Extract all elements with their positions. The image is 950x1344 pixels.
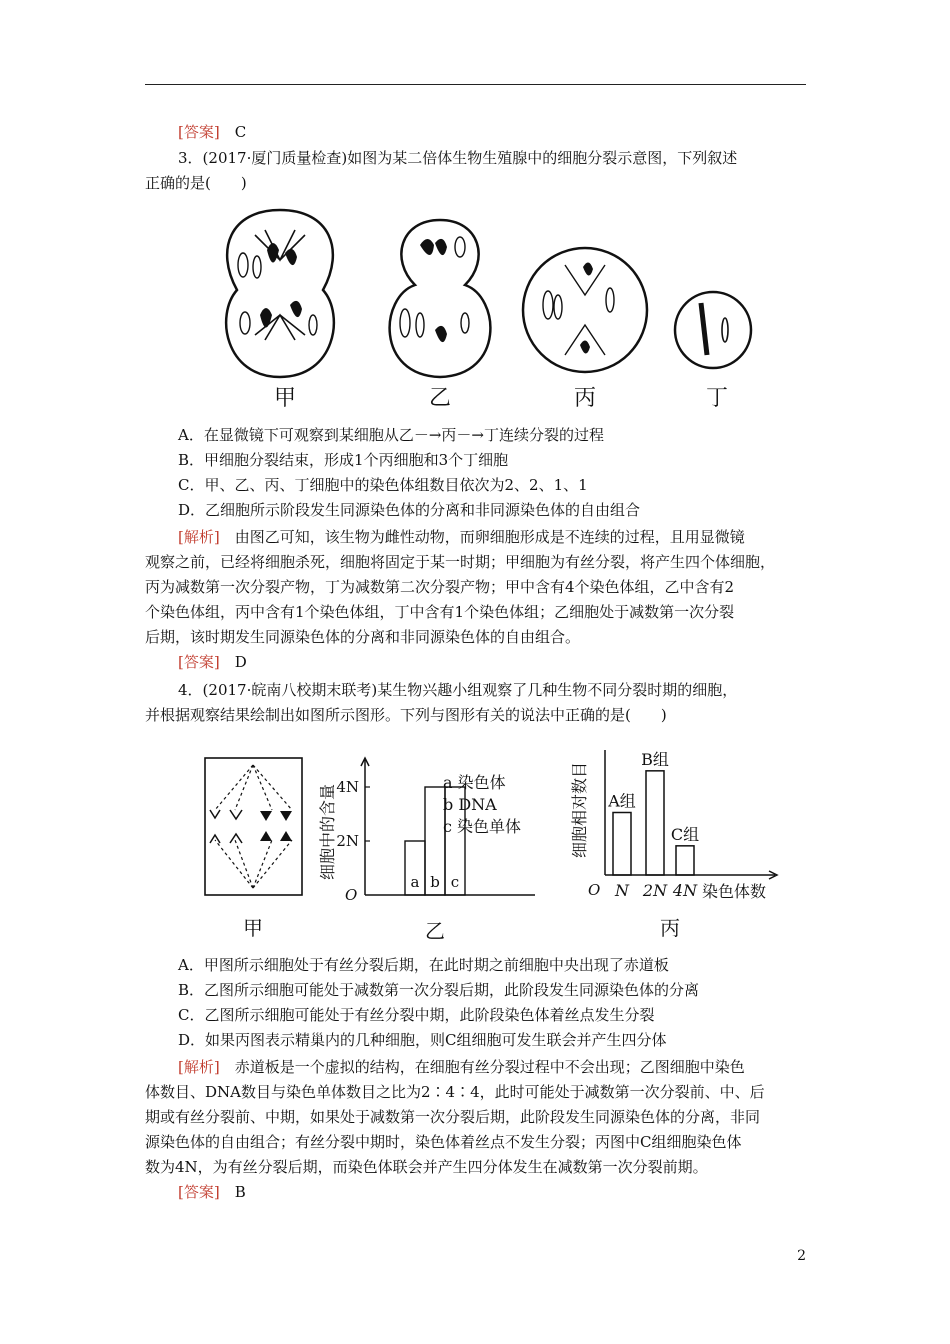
yi-bar-label-a: a	[410, 873, 420, 891]
q3-stem-line1: 3．(2017·厦门质量检查)如图为某二倍体生物生殖腺中的细胞分裂示意图，下列叙述	[178, 149, 738, 167]
q4-fig-label-jia: 甲	[243, 916, 263, 940]
yi-ytick-label-0: 2N	[336, 832, 359, 850]
yi-legend-0: a 染色体	[443, 773, 506, 792]
q3-cell-figure	[205, 205, 765, 410]
q3-fig-label-ding: 丁	[705, 386, 729, 410]
yi-ylabel: 细胞中的含量	[318, 783, 337, 881]
yi-legend-2: c 染色单体	[443, 817, 522, 836]
q4-option-a: A．甲图所示细胞处于有丝分裂后期，在此时期之前细胞中央出现了赤道板	[178, 956, 669, 974]
yi-origin: O	[345, 886, 358, 904]
q4-option-d: D．如果丙图表示精巢内的几种细胞，则C组细胞可发生联会并产生四分体	[178, 1031, 667, 1049]
q3-option-a: A．在显微镜下可观察到某细胞从乙－→丙－→丁连续分裂的过程	[178, 426, 604, 444]
bing-bar-label-0: A组	[608, 791, 636, 811]
bing-xlabel: 染色体数	[702, 882, 767, 901]
cell-bing	[523, 248, 647, 372]
q4-option-b: B．乙图所示细胞可能处于减数第一次分裂后期，此阶段发生同源染色体的分离	[178, 981, 700, 999]
q3-analysis-line4: 个染色体组，丙中含有1个染色体组，丁中含有1个染色体组；乙细胞处于减数第一次分裂	[145, 603, 735, 621]
cell-yi	[390, 220, 491, 377]
q4-analysis-line5: 数为4N，为有丝分裂后期，而染色体联会并产生四分体发生在减数第一次分裂前期。	[145, 1158, 708, 1176]
page-number: 2	[797, 1248, 806, 1264]
bing-xtick-2: 4N	[672, 881, 698, 900]
q4-chart-yi	[315, 750, 565, 945]
q3-fig-label-bing: 丙	[573, 386, 597, 410]
q4-chart-bing	[570, 745, 785, 945]
bing-ylabel: 细胞相对数目	[570, 761, 589, 859]
q4-option-c: C．乙图所示细胞可能处于有丝分裂中期，此阶段染色体着丝点发生分裂	[178, 1006, 655, 1024]
bing-bar-2	[676, 846, 694, 875]
bing-title: 丙	[660, 916, 680, 940]
q4-answer: [答案] B	[178, 1183, 246, 1201]
q4-analysis-line4: 源染色体的自由组合；有丝分裂中期时，染色体着丝点不发生分裂；丙图中C组细胞染色体	[145, 1133, 742, 1151]
q3-option-d: D．乙细胞所示阶段发生同源染色体的分离和非同源染色体的自由组合	[178, 501, 641, 519]
q4-analysis-line2: 体数目、DNA数目与染色单体数目之比为2∶4∶4，此时可能处于减数第一次分裂前、中、后	[145, 1083, 765, 1101]
q4-analysis-line3: 期或有丝分裂前、中期，如果处于减数第一次分裂后期，此阶段发生同源染色体的分离，非同	[145, 1108, 761, 1126]
bing-bar-0	[613, 813, 631, 876]
q3-analysis-line5: 后期，该时期发生同源染色体的分离和非同源染色体的自由组合。	[145, 628, 581, 646]
cell-jia	[226, 210, 334, 377]
q3-answer: [答案] D	[178, 653, 247, 671]
q3-option-b: B．甲细胞分裂结束，形成1个丙细胞和3个丁细胞	[178, 451, 509, 469]
q4-stem-line1: 4．(2017·皖南八校期末联考)某生物兴趣小组观察了几种生物不同分裂时期的细胞，	[178, 681, 738, 699]
q3-analysis-line1: [解析] 由图乙可知，该生物为雌性动物，而卵细胞形成是不连续的过程，且用显微镜	[178, 528, 745, 546]
bing-bar-label-1: B组	[641, 749, 669, 769]
q3-option-c: C．甲、乙、丙、丁细胞中的染色体组数目依次为2、2、1、1	[178, 476, 588, 494]
yi-bar-label-b: b	[430, 873, 440, 891]
bing-xtick-1: 2N	[642, 881, 668, 900]
cell-ding	[675, 292, 751, 368]
bing-origin: O	[588, 881, 601, 899]
q4-fig-jia	[200, 755, 310, 945]
header-rule	[145, 84, 806, 85]
q2-answer: [答案] C	[178, 123, 247, 141]
q3-fig-label-yi: 乙	[428, 386, 452, 410]
yi-bar-label-c: c	[450, 873, 460, 891]
q3-analysis-line2: 观察之前，已经将细胞杀死，细胞将固定于某一时期；甲细胞为有丝分裂，将产生四个体细胞，	[145, 553, 776, 571]
yi-title: 乙	[425, 919, 445, 943]
q3-fig-label-jia: 甲	[273, 386, 297, 410]
q4-stem-line2: 并根据观察结果绘制出如图所示图形。下列与图形有关的说法中正确的是( )	[145, 706, 667, 724]
q3-analysis-line3: 丙为减数第一次分裂产物，丁为减数第二次分裂产物；甲中含有4个染色体组，乙中含有2	[145, 578, 735, 596]
yi-legend-1: b DNA	[443, 795, 497, 814]
bing-bar-1	[646, 771, 664, 875]
bing-xtick-0: N	[615, 881, 629, 900]
bing-bar-label-2: C组	[670, 824, 700, 844]
yi-ytick-label-1: 4N	[336, 778, 359, 796]
q4-analysis-line1: [解析] 赤道板是一个虚拟的结构，在细胞有丝分裂过程中不会出现；乙图细胞中染色	[178, 1058, 745, 1076]
q3-stem-line2: 正确的是( )	[145, 174, 247, 192]
